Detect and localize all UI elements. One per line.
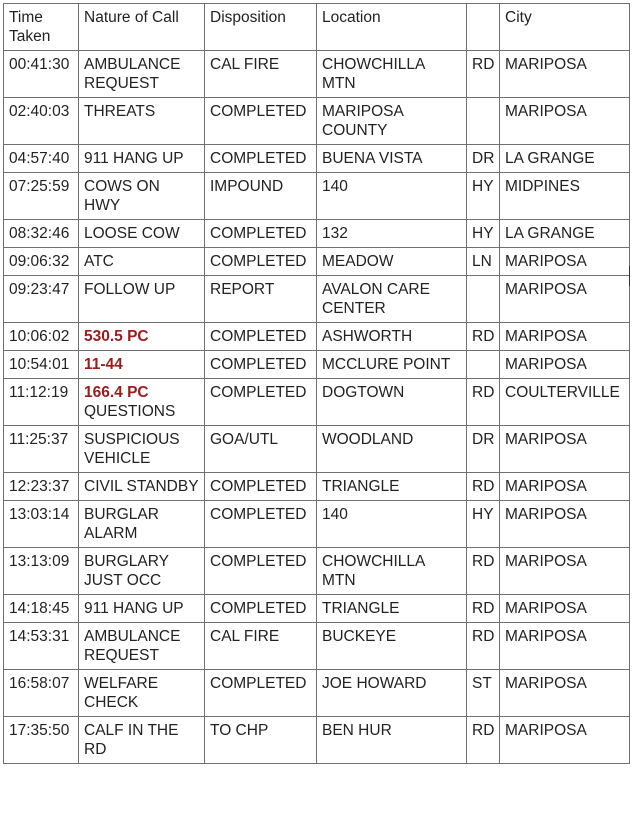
cell-time: 14:53:31: [4, 623, 79, 670]
table-row: [4, 426, 630, 473]
cell-time: 09:06:32: [4, 248, 79, 276]
cell-city: MARIPOSA: [500, 670, 630, 717]
cell-suffix: DR: [467, 426, 500, 473]
header-nature: Nature of Call: [79, 4, 205, 51]
cell-nature: [79, 717, 205, 764]
call-log-body: [4, 51, 630, 764]
cell-disposition: COMPLETED: [205, 379, 317, 426]
cell-nature: [79, 276, 205, 323]
cell-location: CHOWCHILLA MTN: [317, 548, 467, 595]
cell-location: TRIANGLE: [317, 595, 467, 623]
cell-suffix: HY: [467, 173, 500, 220]
cell-time: 12:23:37: [4, 473, 79, 501]
cell-time: 08:32:46: [4, 220, 79, 248]
nature-subtext: QUESTIONS: [84, 403, 176, 420]
edge-mark: [629, 266, 630, 286]
cell-location: DOGTOWN: [317, 379, 467, 426]
cell-disposition: CAL FIRE: [205, 623, 317, 670]
cell-city: MARIPOSA: [500, 501, 630, 548]
cell-suffix: RD: [467, 51, 500, 98]
header-suffix: [467, 4, 500, 51]
cell-suffix: DR: [467, 145, 500, 173]
nature-text: LOOSE COW: [84, 225, 180, 242]
cell-disposition: COMPLETED: [205, 670, 317, 717]
table-row: [4, 379, 630, 426]
nature-text: 911 HANG UP: [84, 600, 184, 617]
nature-text: AMBULANCE REQUEST: [84, 56, 181, 92]
table-row: [4, 323, 630, 351]
cell-location: MEADOW: [317, 248, 467, 276]
cell-disposition: COMPLETED: [205, 220, 317, 248]
cell-location: 140: [317, 501, 467, 548]
cell-nature: [79, 145, 205, 173]
cell-location: MCCLURE POINT: [317, 351, 467, 379]
cell-nature: [79, 426, 205, 473]
cell-city: MARIPOSA: [500, 323, 630, 351]
cell-nature: [79, 473, 205, 501]
cell-time: 11:25:37: [4, 426, 79, 473]
cell-disposition: COMPLETED: [205, 501, 317, 548]
cell-time: 02:40:03: [4, 98, 79, 145]
cell-suffix: RD: [467, 623, 500, 670]
cell-suffix: RD: [467, 595, 500, 623]
cell-disposition: CAL FIRE: [205, 51, 317, 98]
cell-suffix: ST: [467, 670, 500, 717]
cell-suffix: RD: [467, 379, 500, 426]
table-row: [4, 717, 630, 764]
nature-text: FOLLOW UP: [84, 281, 176, 298]
cell-suffix: RD: [467, 323, 500, 351]
table-row: [4, 98, 630, 145]
cell-time: 14:18:45: [4, 595, 79, 623]
cell-disposition: COMPLETED: [205, 473, 317, 501]
cell-city: COULTERVILLE: [500, 379, 630, 426]
nature-text: CIVIL STANDBY: [84, 478, 199, 495]
cell-city: MARIPOSA: [500, 473, 630, 501]
cell-time: 13:03:14: [4, 501, 79, 548]
table-row: [4, 248, 630, 276]
table-row: [4, 145, 630, 173]
cell-city: MARIPOSA: [500, 717, 630, 764]
nature-text: ATC: [84, 253, 114, 270]
cell-time: 13:13:09: [4, 548, 79, 595]
table-row: [4, 501, 630, 548]
header-time-taken: [4, 4, 79, 51]
cell-disposition: COMPLETED: [205, 595, 317, 623]
nature-text: BURGLAR ALARM: [84, 506, 159, 542]
cell-time: 09:23:47: [4, 276, 79, 323]
cell-disposition: GOA/UTL: [205, 426, 317, 473]
cell-city: MARIPOSA: [500, 98, 630, 145]
nature-text: COWS ON HWY: [84, 178, 160, 214]
cell-location: 140: [317, 173, 467, 220]
cell-city: MARIPOSA: [500, 248, 630, 276]
cell-nature: [79, 623, 205, 670]
cell-time: 04:57:40: [4, 145, 79, 173]
cell-suffix: HY: [467, 220, 500, 248]
cell-disposition: REPORT: [205, 276, 317, 323]
cell-suffix: [467, 98, 500, 145]
table-row: [4, 595, 630, 623]
cell-nature: [79, 51, 205, 98]
cell-time: 17:35:50: [4, 717, 79, 764]
cell-nature: [79, 173, 205, 220]
table-row: [4, 670, 630, 717]
cell-suffix: RD: [467, 548, 500, 595]
cell-nature: [79, 98, 205, 145]
cell-location: BEN HUR: [317, 717, 467, 764]
nature-text: AMBULANCE REQUEST: [84, 628, 181, 664]
nature-text: CALF IN THE RD: [84, 722, 179, 758]
call-log-page: [3, 3, 630, 764]
cell-location: CHOWCHILLA MTN: [317, 51, 467, 98]
header-time-text: Time Taken: [9, 9, 51, 45]
cell-disposition: TO CHP: [205, 717, 317, 764]
cell-city: MARIPOSA: [500, 595, 630, 623]
cell-location: JOE HOWARD: [317, 670, 467, 717]
cell-city: MARIPOSA: [500, 276, 630, 323]
cell-disposition: COMPLETED: [205, 323, 317, 351]
table-row: [4, 276, 630, 323]
nature-text: SUSPICIOUS VEHICLE: [84, 431, 180, 467]
cell-disposition: COMPLETED: [205, 98, 317, 145]
cell-suffix: [467, 351, 500, 379]
table-row: [4, 548, 630, 595]
cell-time: 11:12:19: [4, 379, 79, 426]
cell-time: 10:54:01: [4, 351, 79, 379]
cell-nature: [79, 379, 205, 426]
table-row: [4, 351, 630, 379]
cell-suffix: HY: [467, 501, 500, 548]
cell-suffix: [467, 276, 500, 323]
header-city: City: [500, 4, 630, 51]
cell-suffix: LN: [467, 248, 500, 276]
table-row: [4, 473, 630, 501]
nature-text: 11-44: [84, 356, 123, 373]
cell-time: 16:58:07: [4, 670, 79, 717]
cell-location: MARIPOSA COUNTY: [317, 98, 467, 145]
nature-text: 166.4 PC: [84, 384, 149, 401]
nature-text: 911 HANG UP: [84, 150, 184, 167]
cell-location: WOODLAND: [317, 426, 467, 473]
header-disposition: Disposition: [205, 4, 317, 51]
nature-text: WELFARE CHECK: [84, 675, 159, 711]
table-row: [4, 623, 630, 670]
cell-nature: [79, 501, 205, 548]
cell-suffix: RD: [467, 473, 500, 501]
cell-disposition: IMPOUND: [205, 173, 317, 220]
header-row: [4, 4, 630, 51]
cell-city: MARIPOSA: [500, 351, 630, 379]
call-log-table: [3, 3, 630, 764]
cell-nature: [79, 323, 205, 351]
cell-city: MARIPOSA: [500, 426, 630, 473]
cell-city: MARIPOSA: [500, 548, 630, 595]
cell-nature: [79, 548, 205, 595]
cell-suffix: RD: [467, 717, 500, 764]
cell-nature: [79, 670, 205, 717]
cell-disposition: COMPLETED: [205, 145, 317, 173]
nature-text: 530.5 PC: [84, 328, 149, 345]
cell-nature: [79, 351, 205, 379]
cell-location: 132: [317, 220, 467, 248]
cell-disposition: COMPLETED: [205, 248, 317, 276]
cell-time: 07:25:59: [4, 173, 79, 220]
table-row: [4, 51, 630, 98]
cell-nature: [79, 595, 205, 623]
cell-city: LA GRANGE: [500, 220, 630, 248]
cell-location: BUCKEYE: [317, 623, 467, 670]
nature-text: THREATS: [84, 103, 156, 120]
cell-city: MARIPOSA: [500, 623, 630, 670]
nature-text: BURGLARY JUST OCC: [84, 553, 169, 589]
table-row: [4, 220, 630, 248]
cell-disposition: COMPLETED: [205, 351, 317, 379]
cell-location: AVALON CARE CENTER: [317, 276, 467, 323]
header-location: Location: [317, 4, 467, 51]
cell-time: 10:06:02: [4, 323, 79, 351]
table-row: [4, 173, 630, 220]
cell-location: TRIANGLE: [317, 473, 467, 501]
cell-city: LA GRANGE: [500, 145, 630, 173]
cell-location: BUENA VISTA: [317, 145, 467, 173]
cell-nature: [79, 220, 205, 248]
cell-nature: [79, 248, 205, 276]
cell-disposition: COMPLETED: [205, 548, 317, 595]
cell-city: MIDPINES: [500, 173, 630, 220]
cell-time: 00:41:30: [4, 51, 79, 98]
cell-location: ASHWORTH: [317, 323, 467, 351]
cell-city: MARIPOSA: [500, 51, 630, 98]
